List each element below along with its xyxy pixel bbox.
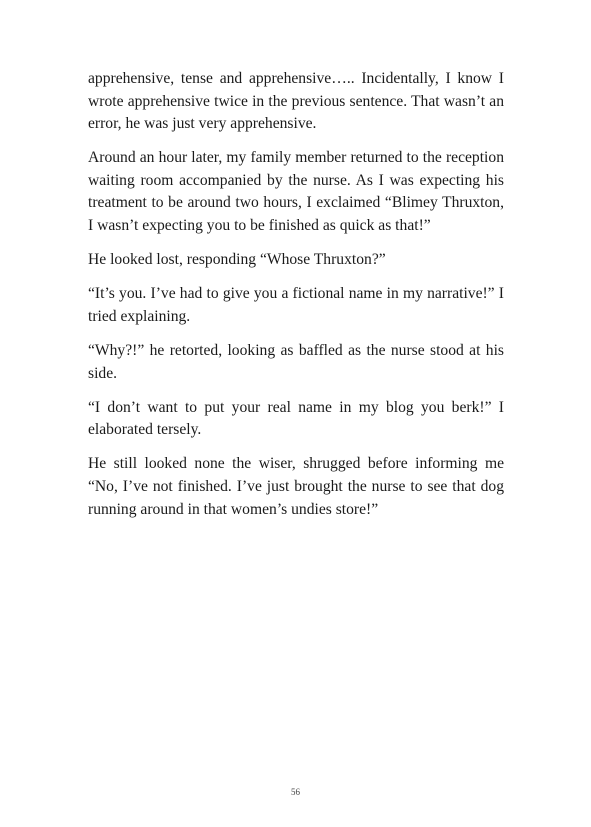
paragraph: “It’s you. I’ve had to give you a fictional name in my narrative!” I tried explaining. bbox=[88, 285, 504, 325]
paragraph: He looked lost, responding “Whose Thruxton?” bbox=[88, 251, 386, 269]
paragraph: Around an hour later, my family member returned to the reception waiting room accompanied by the nurse. As I was expecting his treatment to be around two hours, I exclaimed “Blimey Thruxton, I wasn’t expecting you to be finished as quick as that!” bbox=[88, 149, 504, 235]
paragraph: He still looked none the wiser, shrugged before informing me “No, I’ve not finished. I’ve just brought the nurse to see that dog running around in that women’s undies store!” bbox=[88, 455, 504, 518]
paragraph: “I don’t want to put your real name in my blog you berk!” I elaborated tersely. bbox=[88, 398, 504, 439]
body-text bbox=[88, 68, 504, 533]
paragraph: apprehensive, tense and apprehensive….. Incidentally, I know I wrote apprehensive twice in the previous sentence. That wasn’t an error, he was just very apprehensive. bbox=[88, 70, 504, 133]
paragraph: “Why?!” he retorted, looking as baffled as the nurse stood at his side. bbox=[88, 341, 504, 382]
page-number: 56 bbox=[291, 787, 300, 797]
